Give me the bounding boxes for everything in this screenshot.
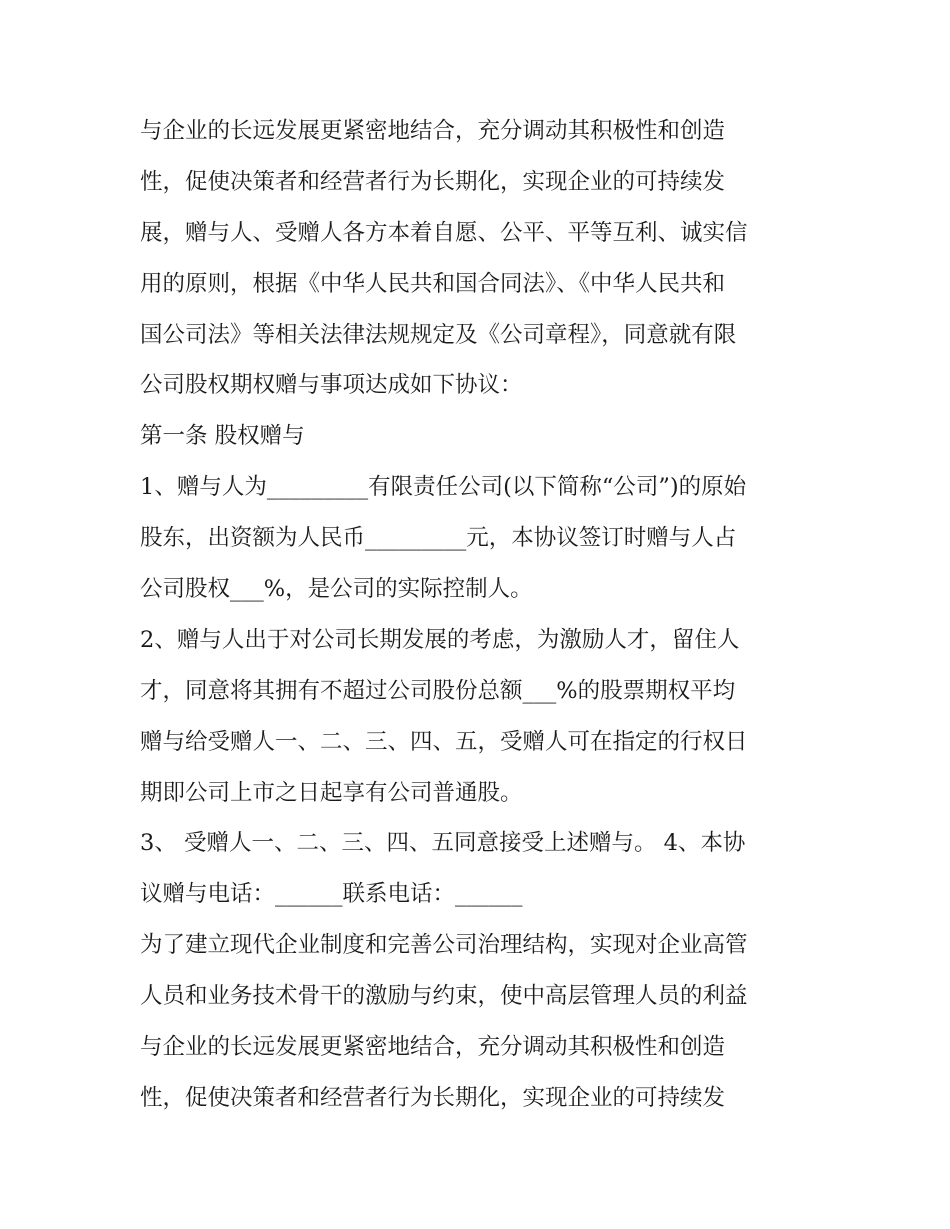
text-line: 2、赠与人出于对公司长期发展的考虑，为激励人才，留住人 (140, 626, 740, 653)
text-line: 1、赠与人为_________有限责任公司(以下简称“公司”)的原始 (140, 474, 747, 501)
text-line: 股东，出资额为人民币_________元，本协议签订时赠与人占 (140, 525, 737, 552)
text-line: 国公司法》等相关法律法规规定及《公司章程》，同意就有限 (140, 321, 737, 348)
text-line: 用的原则，根据《中华人民共和国合同法》、《中华人民共和 (140, 270, 726, 297)
text-line: 议赠与电话：______联系电话：______ (140, 881, 523, 908)
text-line: 公司股权___%，是公司的实际控制人。 (140, 576, 533, 603)
text-line: 性，促使决策者和经营者行为长期化，实现企业的可持续发 (140, 1084, 726, 1111)
text-line: 3、 受赠人一、二、三、四、五同意接受上述赠与。 4、本协 (140, 830, 746, 857)
text-line: 才，同意将其拥有不超过公司股份总额___%的股票期权平均 (140, 677, 736, 704)
text-line: 为了建立现代企业制度和完善公司治理结构，实现对企业高管 (140, 932, 748, 959)
text-line: 赠与给受赠人一、二、三、四、五，受赠人可在指定的行权日 (140, 728, 748, 755)
text-line: 与企业的长远发展更紧密地结合，充分调动其积极性和创造 (140, 1034, 726, 1061)
text-line: 展，赠与人、受赠人各方本着自愿、公平、平等互利、诚实信 (140, 219, 748, 246)
document-body (140, 106, 820, 1124)
text-line: 期即公司上市之日起享有公司普通股。 (140, 779, 523, 806)
text-line: 公司股权期权赠与事项达成如下协议： (140, 372, 523, 399)
text-line: 与企业的长远发展更紧密地结合，充分调动其积极性和创造 (140, 118, 726, 144)
text-line: 人员和业务技术骨干的激励与约束，使中高层管理人员的利益 (140, 983, 748, 1010)
text-line: 性，促使决策者和经营者行为长期化，实现企业的可持续发 (140, 168, 726, 195)
section-heading: 第一条 股权赠与 (140, 423, 305, 450)
